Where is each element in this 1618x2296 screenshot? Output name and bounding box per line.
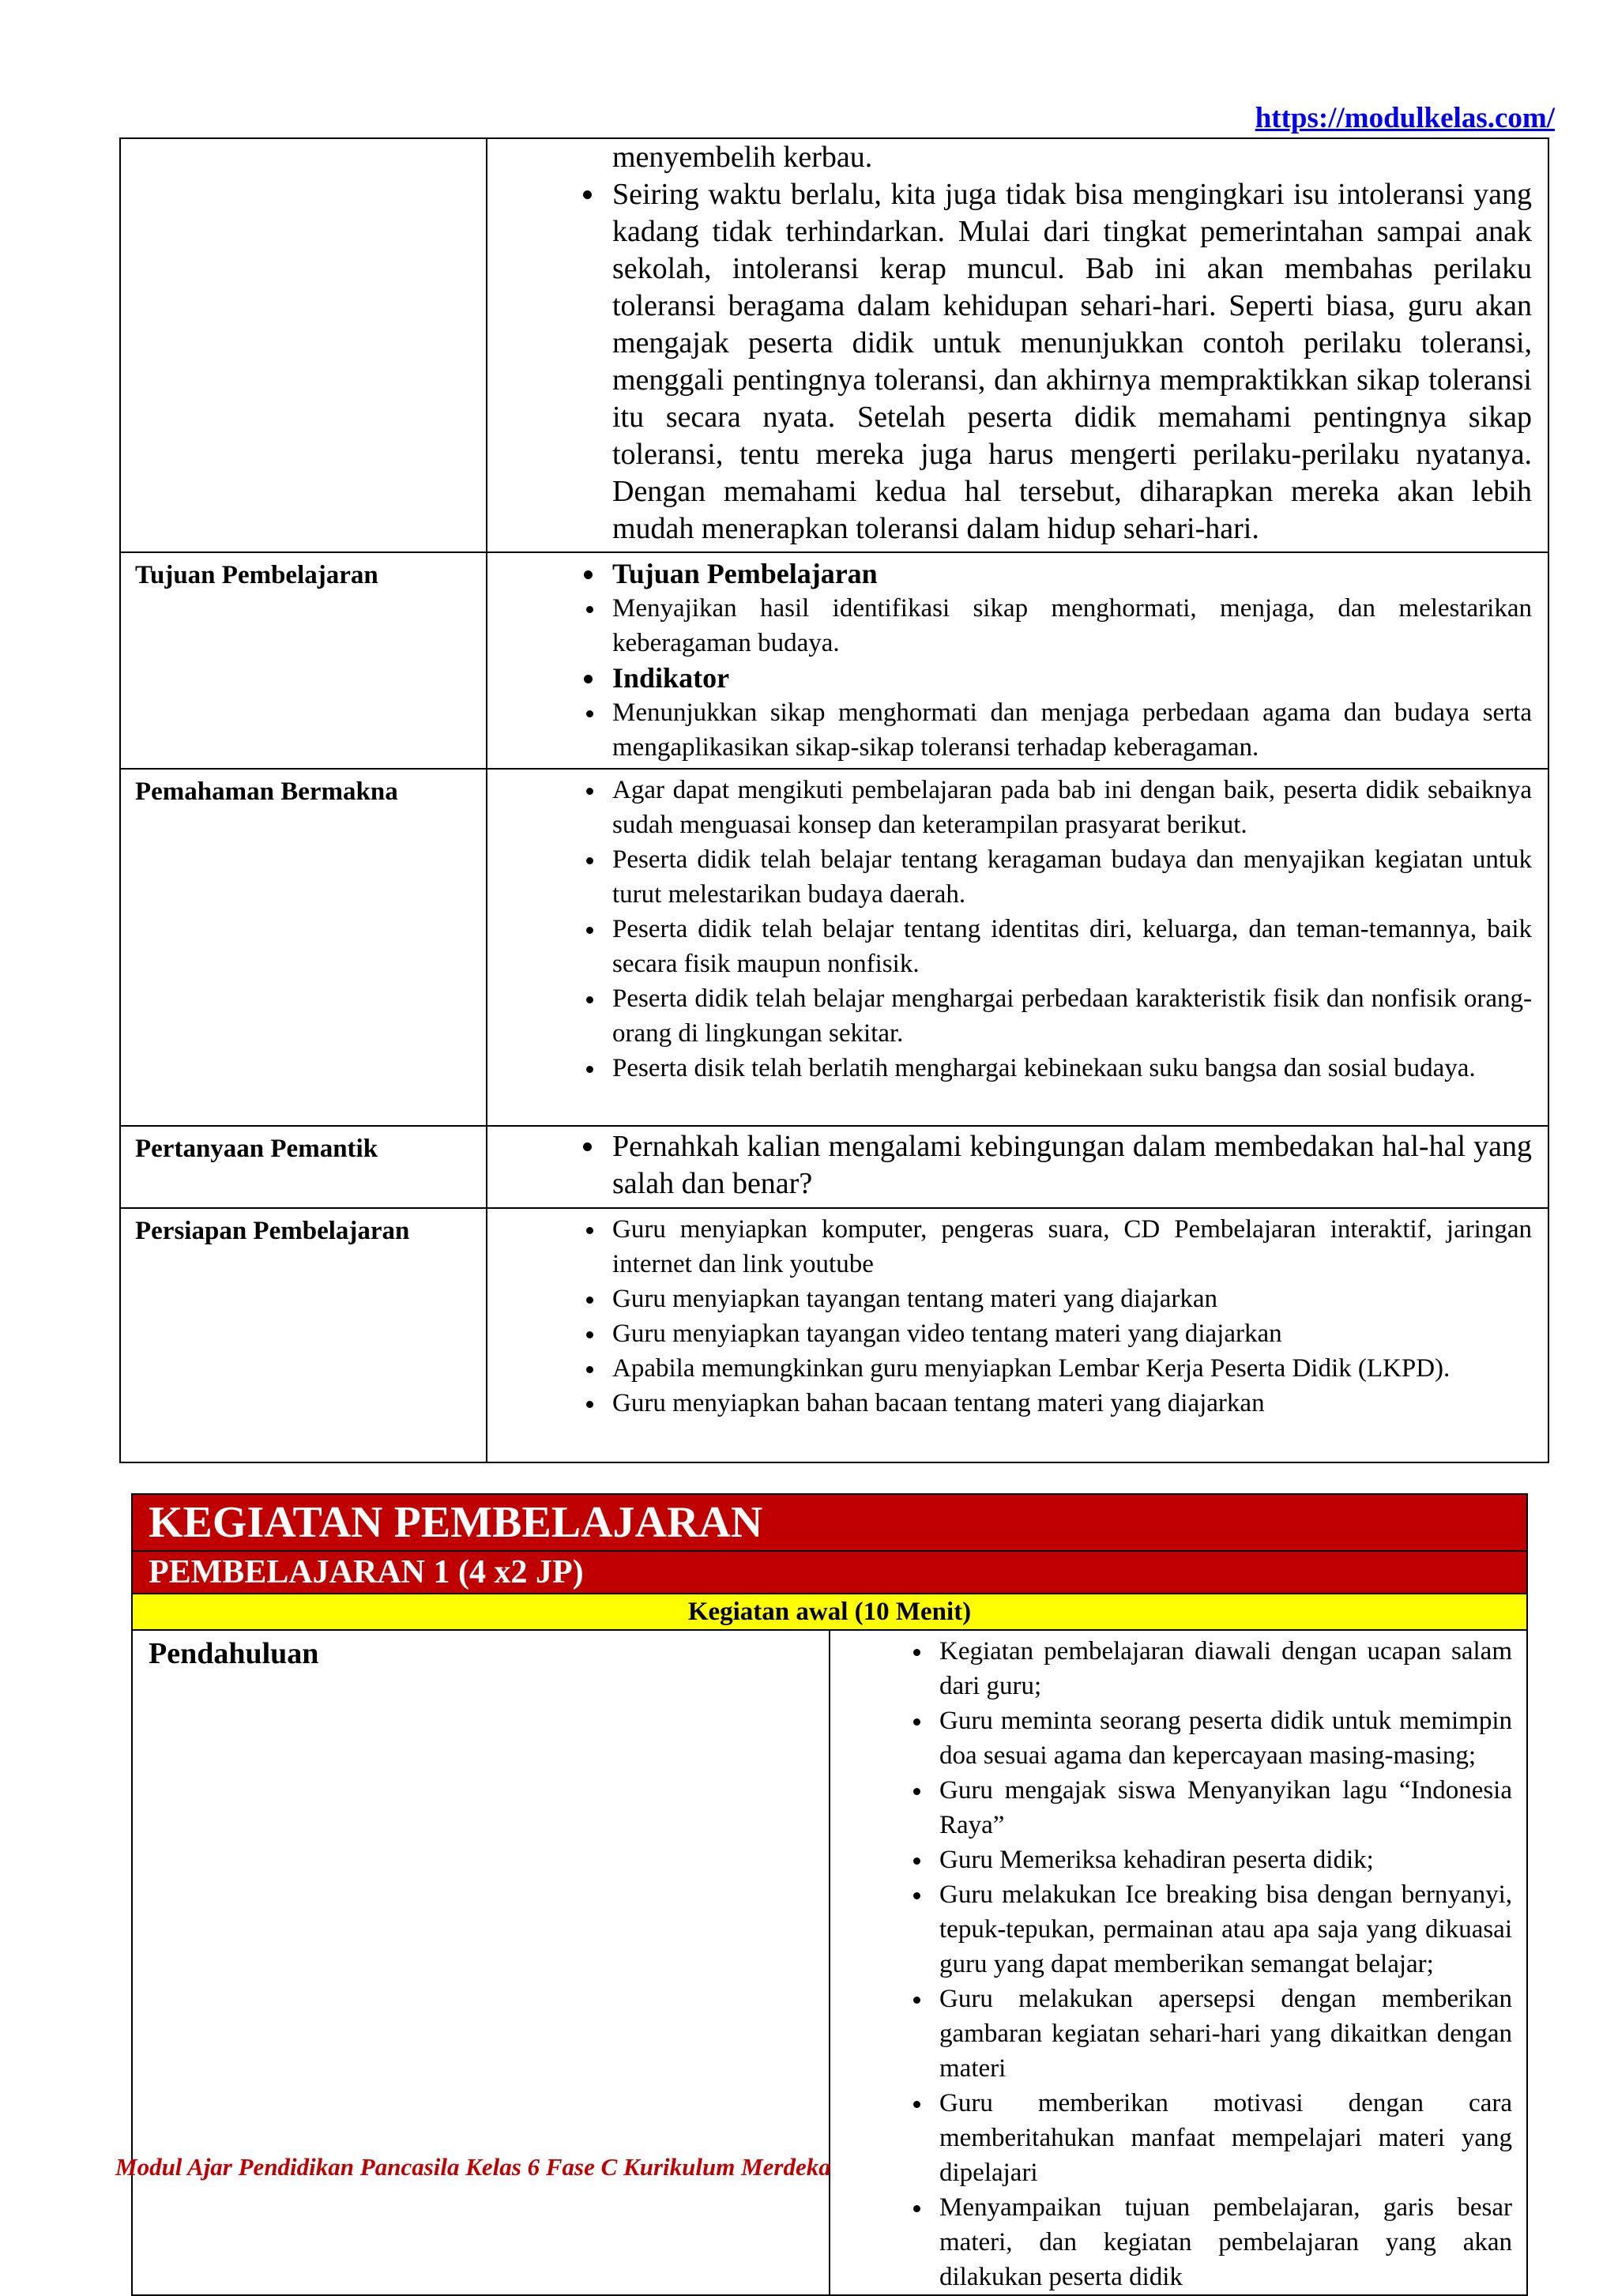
list-item: • Guru memberikan motivasi dengan cara memberitahukan manfaat mempelajari materi yang dipelajari [933, 2086, 1512, 2190]
list-item: menyembelih kerbau. [612, 141, 873, 174]
list-item: • Seiring waktu berlalu, kita juga tidak bisa mengingkari isu intoleransi yang kadang tidak terhindarkan. Mulai dari tingkat pemerintahan sampai anak sekolah, intoleransi kerap muncul. Bab ini akan membahas perilaku toleransi beragama dalam kehidupan sehari-hari. Seperti biasa, guru akan mengajak peserta didik untuk menunjukkan contoh perilaku toleransi, menggali pentingnya toleransi, dan akhirnya mempraktikkan sikap toleransi itu secara nyata. Setelah peserta didik memahami pentingnya sikap toleransi, tentu mereka juga harus mengerti perilaku-perilaku nyatanya. Dengan memahami kedua hal tersebut, diharapkan mereka akan lebih mudah menerapkan toleransi dalam hidup sehari-hari. [606, 176, 1532, 548]
list-item: • Peserta didik telah belajar menghargai perbedaan karakteristik fisik dan nonfisik orang-orang di lingkungan sekitar. [606, 981, 1532, 1051]
list-item: • Guru meminta seorang peserta didik untuk memimpin doa sesuai agama dan kepercayaan masing-masing; [933, 1703, 1512, 1773]
list-item: • Guru menyiapkan komputer, pengeras suara, CD Pembelajaran interaktif, jaringan internet dan link youtube [606, 1212, 1532, 1282]
label-tujuan-pembelajaran: Tujuan Pembelajaran [120, 552, 487, 769]
header-link[interactable]: https://modulkelas.com/ [1255, 102, 1555, 134]
list-item: • Menyampaikan tujuan pembelajaran, garis besar materi, dan kegiatan pembelajaran yang akan dilakukan peserta didik [933, 2190, 1512, 2294]
label-pemahaman-bermakna: Pemahaman Bermakna [120, 769, 487, 1126]
list-item: • Guru melakukan Ice breaking bisa dengan bernyanyi, tepuk-tepukan, permainan atau apa saja yang dikuasai guru yang dapat memberikan semangat belajar; [933, 1877, 1512, 1982]
list-item: • Guru menyiapkan bahan bacaan tentang materi yang diajarkan [606, 1386, 1532, 1421]
list-item: • Indikator [606, 661, 1532, 695]
list-item: • Kegiatan pembelajaran diawali dengan ucapan salam dari guru; [933, 1634, 1512, 1703]
section-title: KEGIATAN PEMBELAJARAN [132, 1494, 1527, 1551]
table-row [120, 138, 1548, 552]
bullet-list [830, 1631, 1512, 2294]
activity-phase-header: Kegiatan awal (10 Menit) [132, 1594, 1527, 1630]
table-row [132, 1494, 1527, 1551]
list-item: • Guru melakukan apersepsi dengan memberikan gambaran kegiatan sehari-hari yang dikaitkan dengan materi [933, 1982, 1512, 2086]
list-item: • Peserta didik telah belajar tentang identitas diri, keluarga, dan teman-temannya, baik secara fisik maupun nonfisik. [606, 912, 1532, 981]
list-item: • Peserta didik telah belajar tentang keragaman budaya dan menyajikan kegiatan untuk turut melestarikan budaya daerah. [606, 842, 1532, 912]
row-content [487, 138, 1548, 552]
table-row [120, 552, 1548, 769]
table-row [120, 769, 1548, 1126]
list-item: • Pernahkah kalian mengalami kebingungan dalam membedakan hal-hal yang salah dan benar? [606, 1128, 1532, 1203]
label-pertanyaan-pemantik: Pertanyaan Pemantik [120, 1126, 487, 1208]
list-item: • Menyajikan hasil identifikasi sikap menghormati, menjaga, dan melestarikan keberagaman budaya. [606, 591, 1532, 661]
footer-text: Modul Ajar Pendidikan Pancasila Kelas 6 Fase C Kurikulum Merdeka [115, 2153, 831, 2181]
bullet-list [487, 1127, 1532, 1203]
table-row [120, 1126, 1548, 1208]
content-pendahuluan [830, 1630, 1527, 2295]
label-pendahuluan: Pendahuluan [132, 1630, 830, 2295]
content-tujuan-pembelajaran [487, 552, 1548, 769]
list-item: • Guru menyiapkan tayangan tentang materi yang diajarkan [606, 1282, 1532, 1316]
row-label [120, 138, 487, 552]
table-row [132, 1630, 1527, 2295]
continued-list [487, 139, 1532, 176]
content-pemahaman-bermakna [487, 769, 1548, 1126]
content-persiapan-pembelajaran [487, 1208, 1548, 1462]
list-item: • Guru Memeriksa kehadiran peserta didik; [933, 1842, 1512, 1877]
list-item: • Guru menyiapkan tayangan video tentang materi yang diajarkan [606, 1316, 1532, 1351]
table-row [132, 1551, 1527, 1594]
label-persiapan-pembelajaran: Persiapan Pembelajaran [120, 1208, 487, 1462]
content-pertanyaan-pemantik [487, 1126, 1548, 1208]
table-row [132, 1594, 1527, 1630]
bullet-list [487, 1209, 1532, 1421]
table-row [120, 1208, 1548, 1462]
list-item: • Tujuan Pembelajaran [606, 556, 1532, 591]
bullet-list [487, 553, 1532, 765]
bullet-list [487, 176, 1532, 548]
list-item: • Apabila memungkinkan guru menyiapkan Lembar Kerja Peserta Didik (LKPD). [606, 1351, 1532, 1386]
list-item: • Guru mengajak siswa Menyanyikan lagu “Indonesia Raya” [933, 1773, 1512, 1842]
list-item: • Agar dapat mengikuti pembelajaran pada bab ini dengan baik, peserta didik sebaiknya sudah menguasai konsep dan keterampilan prasyarat berikut. [606, 773, 1532, 842]
module-info-table [119, 137, 1549, 1463]
list-item: • Peserta disik telah berlatih menghargai kebinekaan suku bangsa dan sosial budaya. [606, 1051, 1532, 1086]
section-subtitle: PEMBELAJARAN 1 (4 x2 JP) [132, 1551, 1527, 1594]
list-item: • Menunjukkan sikap menghormati dan menjaga perbedaan agama dan budaya serta mengaplikasikan sikap-sikap toleransi terhadap keberagaman. [606, 695, 1532, 765]
bullet-list [487, 770, 1532, 1086]
